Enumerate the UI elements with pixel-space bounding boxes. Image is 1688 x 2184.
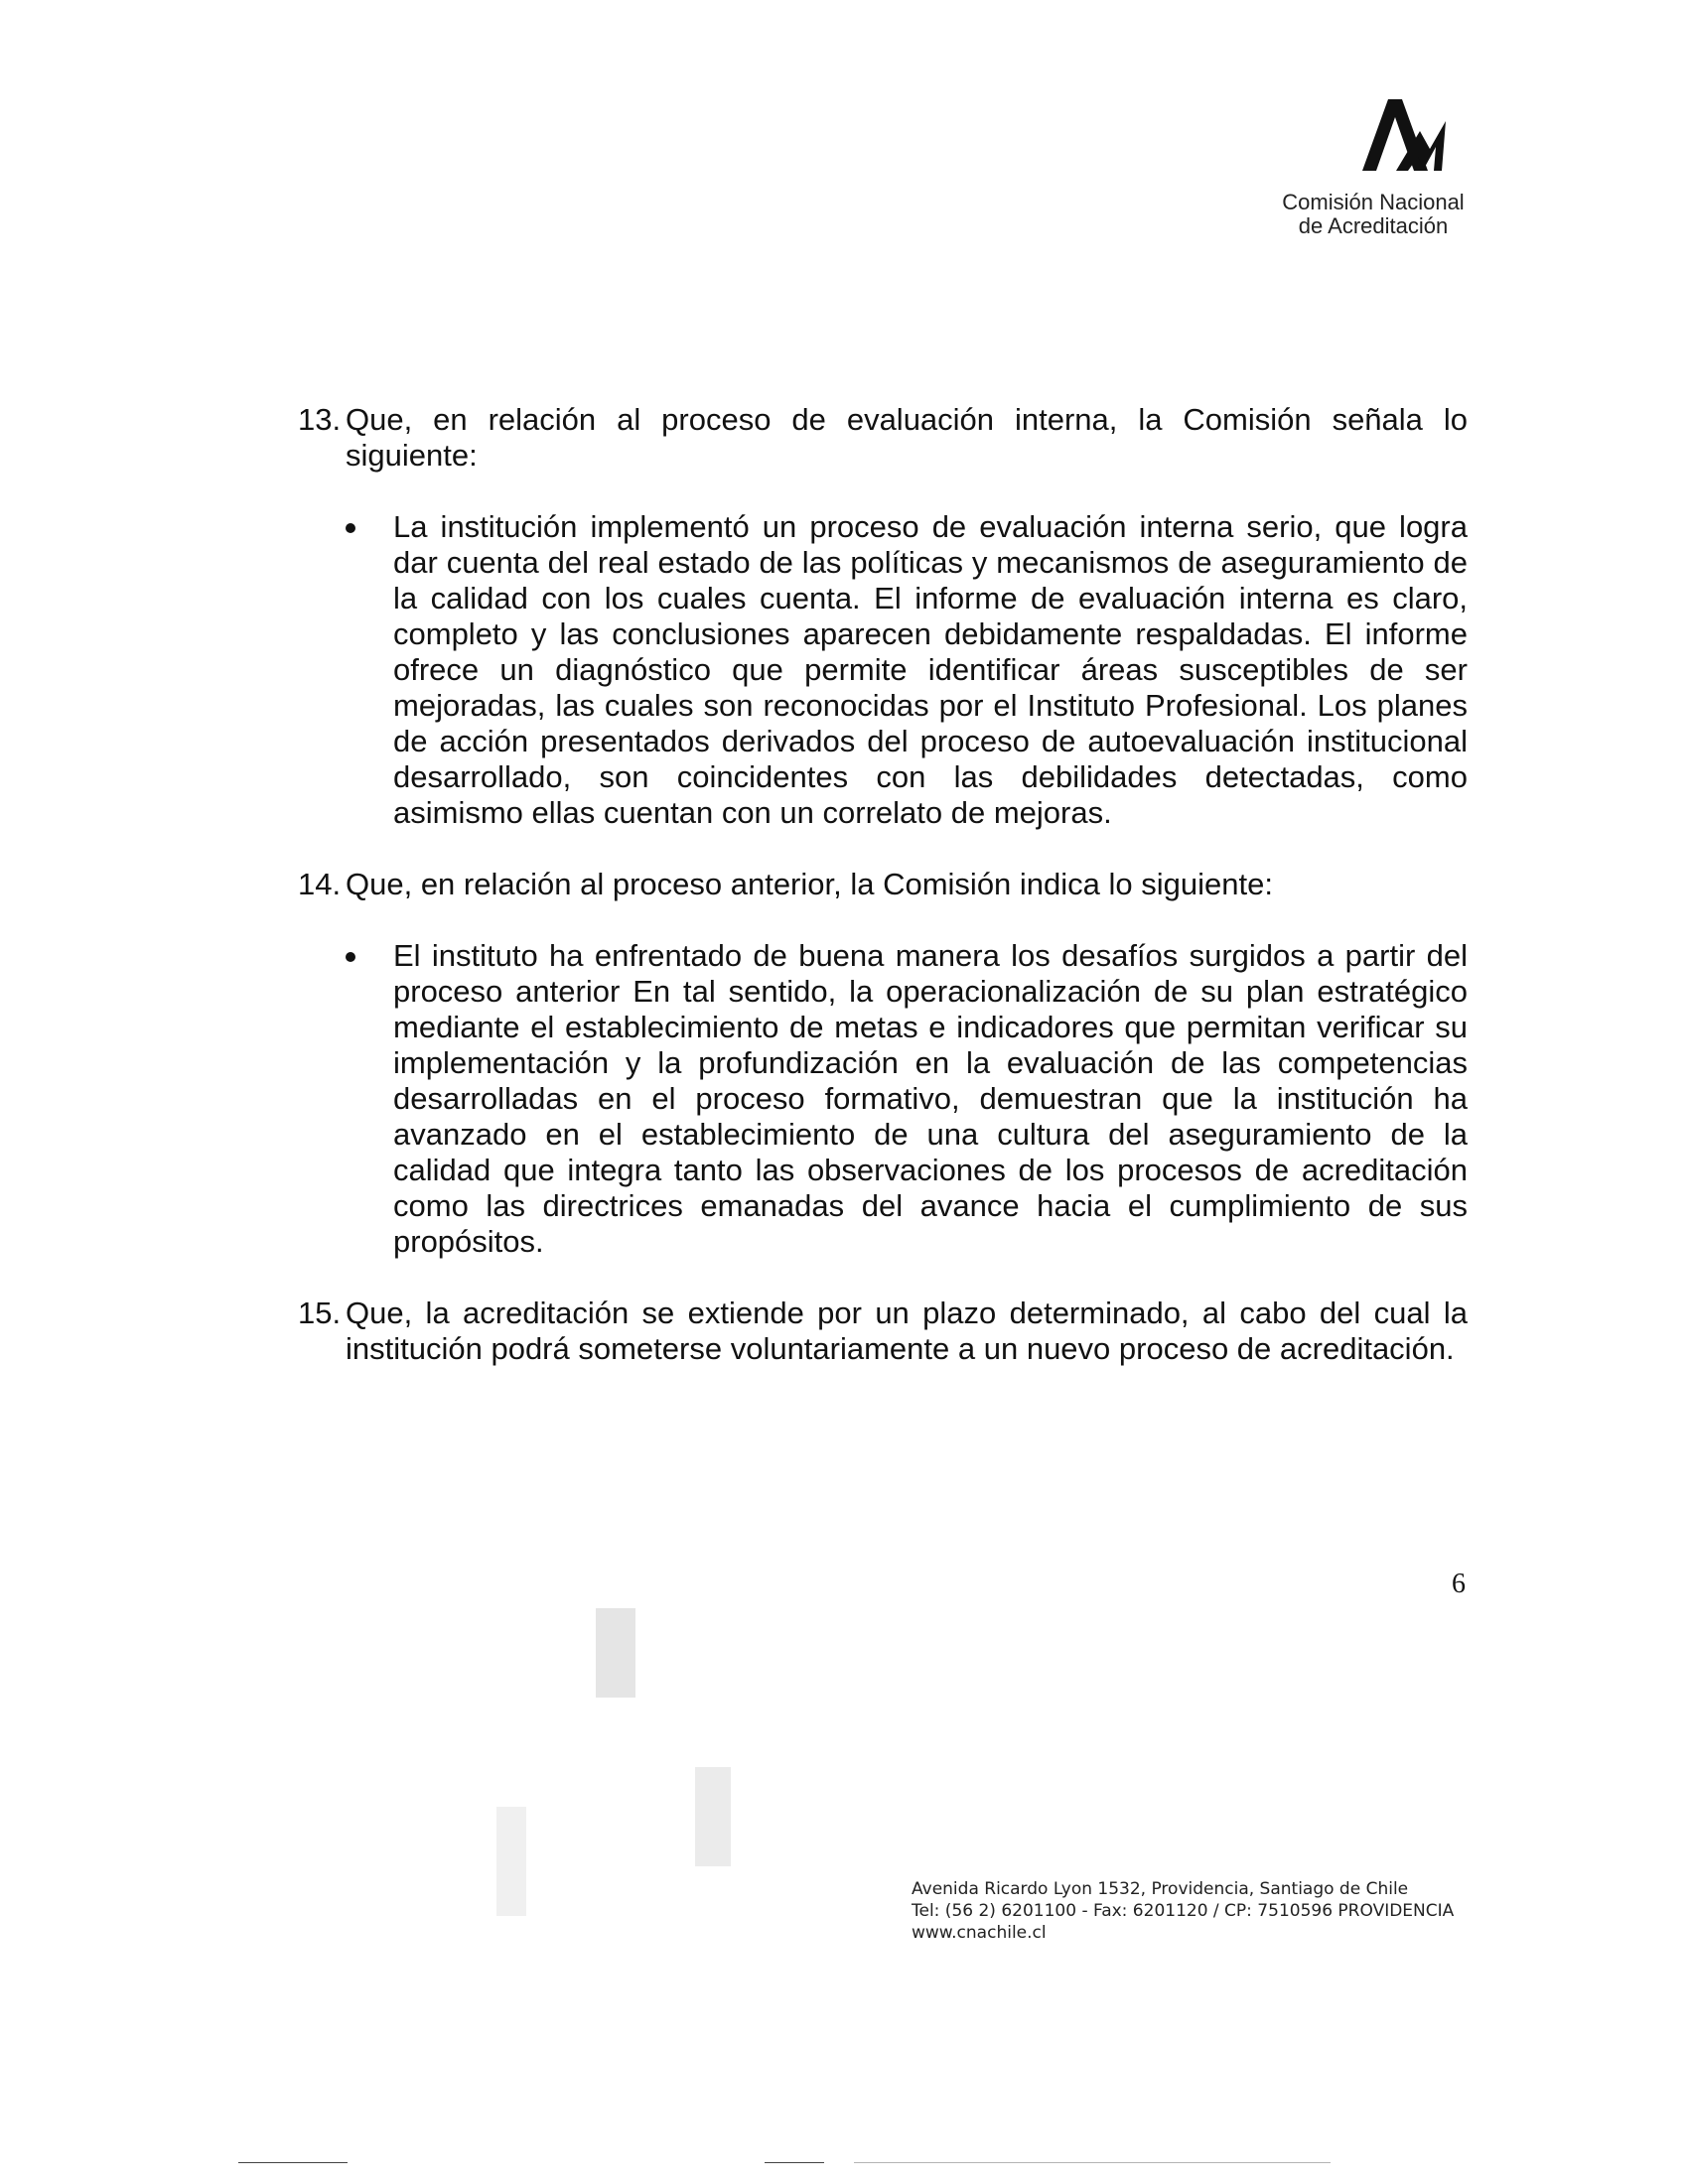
header-logo [1249,91,1487,290]
document-body [298,402,1468,1403]
bullet-point [346,938,1468,1260]
scan-edge-line [238,2162,348,2163]
bullet-text: El instituto ha enfrentado de buena manera los desafíos surgidos a partir del proceso anterior En tal sentido, la operacionalización de su plan estratégico mediante el establecimiento de metas e indicadores que permitan verificar su implementación y la profundización en la evaluación de las competencias desarrolladas en el proceso formativo, demuestran que la institución ha avanzado en el establecimiento de una cultura del aseguramiento de la calidad que integra tanto las observaciones de los procesos de acreditación como las directrices emanadas del avance hacia el cumplimiento de sus propósitos. [393,938,1468,1259]
item-number: 14. [298,867,342,901]
item-15 [298,1296,1468,1367]
item-number: 15. [298,1296,342,1330]
item-13 [298,402,1468,831]
org-name-line1: Comisión Nacional [1282,190,1465,214]
item-14 [298,867,1468,1260]
org-name-line2: de Acreditación [1298,213,1449,238]
item-intro: Que, en relación al proceso anterior, la Comisión indica lo siguiente: [346,867,1273,901]
scan-speckle [496,1807,526,1916]
footer-phone: Tel: (56 2) 6201100 - Fax: 6201120 / CP: 7510596 PROVIDENCIA [912,1901,1455,1921]
cna-logo-icon [1358,91,1448,181]
scan-speckle [596,1608,635,1698]
scan-speckle [695,1767,731,1866]
scan-edge-line [765,2162,824,2163]
footer-address: Avenida Ricardo Lyon 1532, Providencia, Santiago de Chile [912,1879,1409,1899]
organization-name [1259,191,1487,238]
page-number: 6 [1452,1569,1466,1599]
item-intro: Que, en relación al proceso de evaluación interna, la Comisión señala lo siguiente: [346,402,1468,473]
item-intro: Que, la acreditación se extiende por un plazo determinado, al cabo del cual la institución podrá someterse voluntariamente a un nuevo proceso de acreditación. [346,1296,1468,1366]
bullet-point [346,509,1468,831]
bullet-icon [346,523,355,533]
bullet-text: La institución implementó un proceso de evaluación interna serio, que logra dar cuenta del real estado de las políticas y mecanismos de aseguramiento de la calidad con los cuales cuenta. El informe de evaluación interna es claro, completo y las conclusiones aparecen debidamente respaldadas. El informe ofrece un diagnóstico que permite identificar áreas susceptibles de ser mejoradas, las cuales son reconocidas por el Instituto Profesional. Los planes de acción presentados derivados del proceso de autoevaluación institucional desarrollado, son coincidentes con las debilidades detectadas, como asimismo ellas cuentan con un correlato de mejoras. [393,509,1468,830]
footer-website: www.cnachile.cl [912,1923,1047,1943]
item-number: 13. [298,402,342,437]
bullet-icon [346,952,355,962]
footer-address-block [912,1878,1454,1944]
scan-edge-line [854,2162,1331,2163]
